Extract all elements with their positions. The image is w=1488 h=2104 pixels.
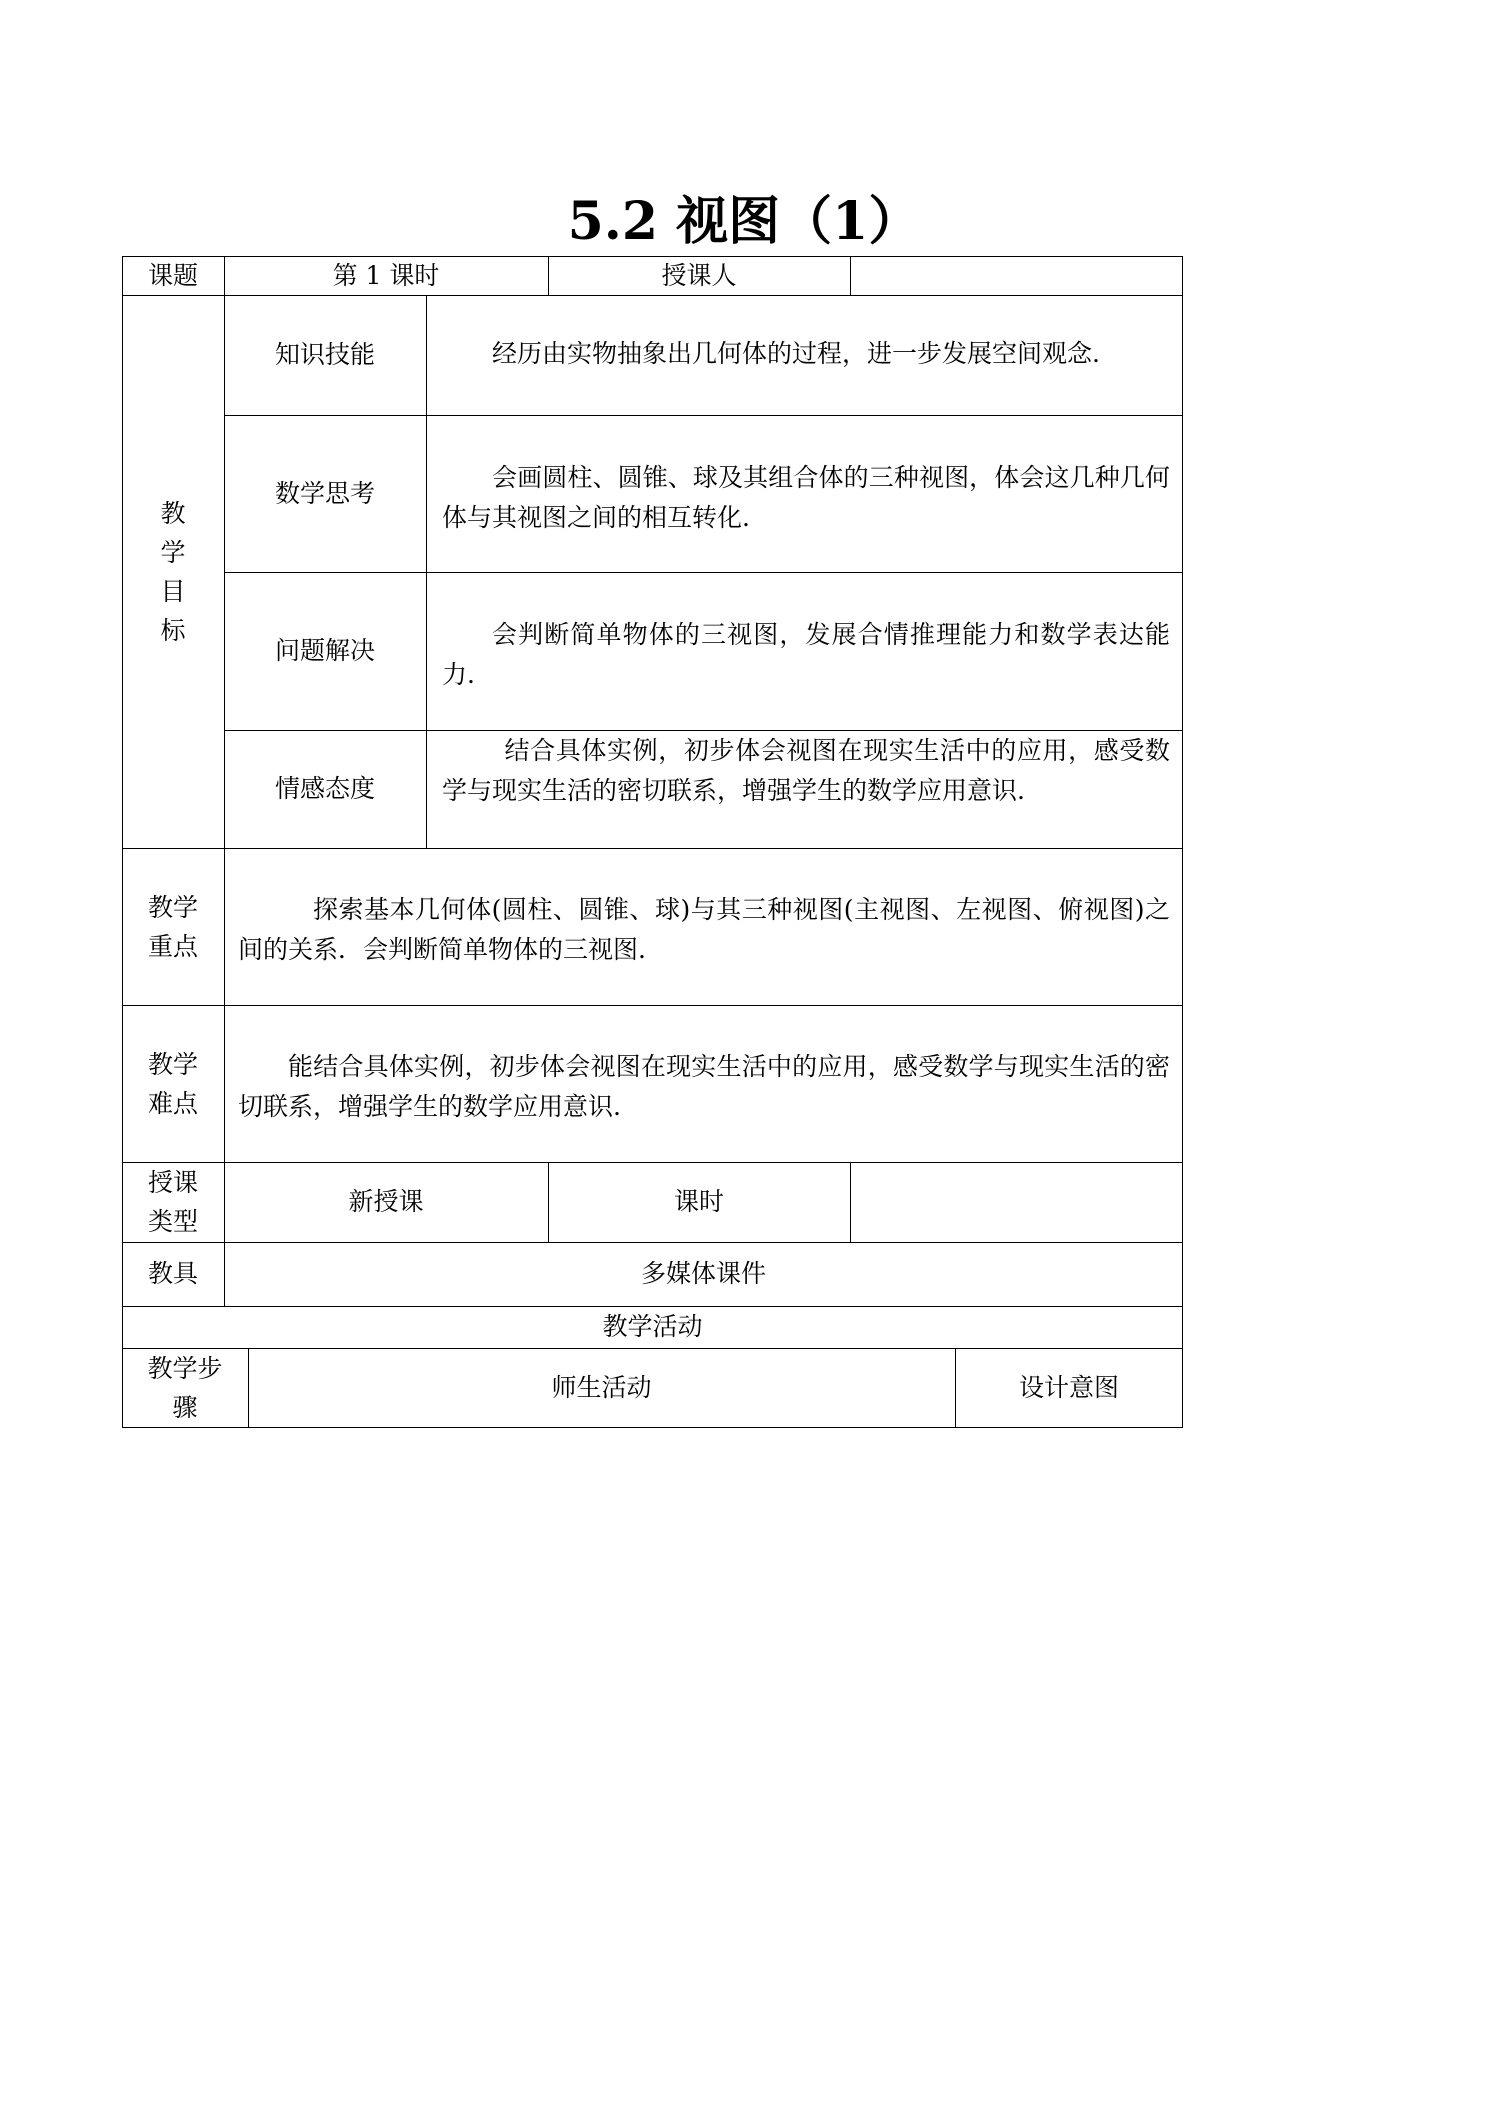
objectives-label-char: 目 (160, 576, 186, 606)
key-points-text: 探索基本几何体(圆柱、圆锥、球)与其三种视图(主视图、左视图、俯视图)之间的关系．会判断简单物体的三视图. (238, 895, 1170, 964)
objective-label-attitude: 情感态度 (274, 774, 375, 803)
lesson-type-label-line: 授课 (147, 1168, 198, 1197)
lesson-type-label-line: 类型 (147, 1207, 198, 1236)
objectives-label-char: 学 (160, 537, 186, 567)
objectives-label-char: 教 (160, 498, 186, 528)
difficulties-text: 能结合具体实例，初步体会视图在现实生活中的应用，感受数学与现实生活的密切联系，增强学生的数学应用意识. (238, 1052, 1170, 1121)
row-divider (122, 1005, 1183, 1006)
key-points-label-line: 重点 (147, 931, 198, 961)
key-points-label (122, 848, 224, 1005)
steps-label-line: 教学步 (147, 1354, 223, 1383)
teacher-student-activity-header: 师生活动 (551, 1373, 652, 1402)
page-title: 5.2 视图（1） (567, 191, 921, 252)
objectives-label-char: 标 (160, 615, 186, 645)
objective-label-problem-solving: 问题解决 (274, 636, 375, 665)
design-intent-header: 设计意图 (1018, 1373, 1119, 1402)
tools-label: 教具 (147, 1259, 198, 1288)
steps-label (122, 1348, 248, 1428)
objective-label-knowledge: 知识技能 (274, 340, 375, 369)
teacher-value (850, 256, 1183, 295)
objective-text-problem-solving: 会判断简单物体的三视图，发展合情推理能力和数学表达能力. (442, 620, 1170, 689)
steps-label-line: 骤 (172, 1393, 198, 1422)
difficulties-label-line: 教学 (147, 1049, 198, 1079)
class-hours-label: 课时 (673, 1187, 724, 1216)
topic-label: 课题 (147, 260, 198, 290)
objectives-label (122, 295, 224, 848)
period-value: 第 1 课时 (332, 260, 440, 290)
objective-text-attitude: 结合具体实例，初步体会视图在现实生活中的应用，感受数学与现实生活的密切联系，增强学生的数学应用意识. (442, 736, 1170, 805)
objective-text-thinking: 会画圆柱、圆锥、球及其组合体的三种视图，体会这几种几何体与其视图之间的相互转化. (442, 463, 1170, 532)
teacher-label: 授课人 (661, 260, 737, 290)
row-divider (122, 848, 1183, 849)
lesson-type-label (122, 1162, 224, 1242)
difficulties-label (122, 1005, 224, 1162)
activities-header: 教学活动 (602, 1312, 703, 1341)
column-divider (426, 295, 427, 848)
class-hours-value (850, 1162, 1183, 1242)
lesson-type-value: 新授课 (348, 1187, 424, 1216)
objective-text-knowledge: 经历由实物抽象出几何体的过程，进一步发展空间观念. (492, 339, 1100, 368)
tools-value: 多媒体课件 (640, 1259, 766, 1288)
objective-label-thinking: 数学思考 (274, 478, 375, 508)
difficulties-label-line: 难点 (147, 1088, 198, 1118)
key-points-label-line: 教学 (147, 892, 198, 922)
